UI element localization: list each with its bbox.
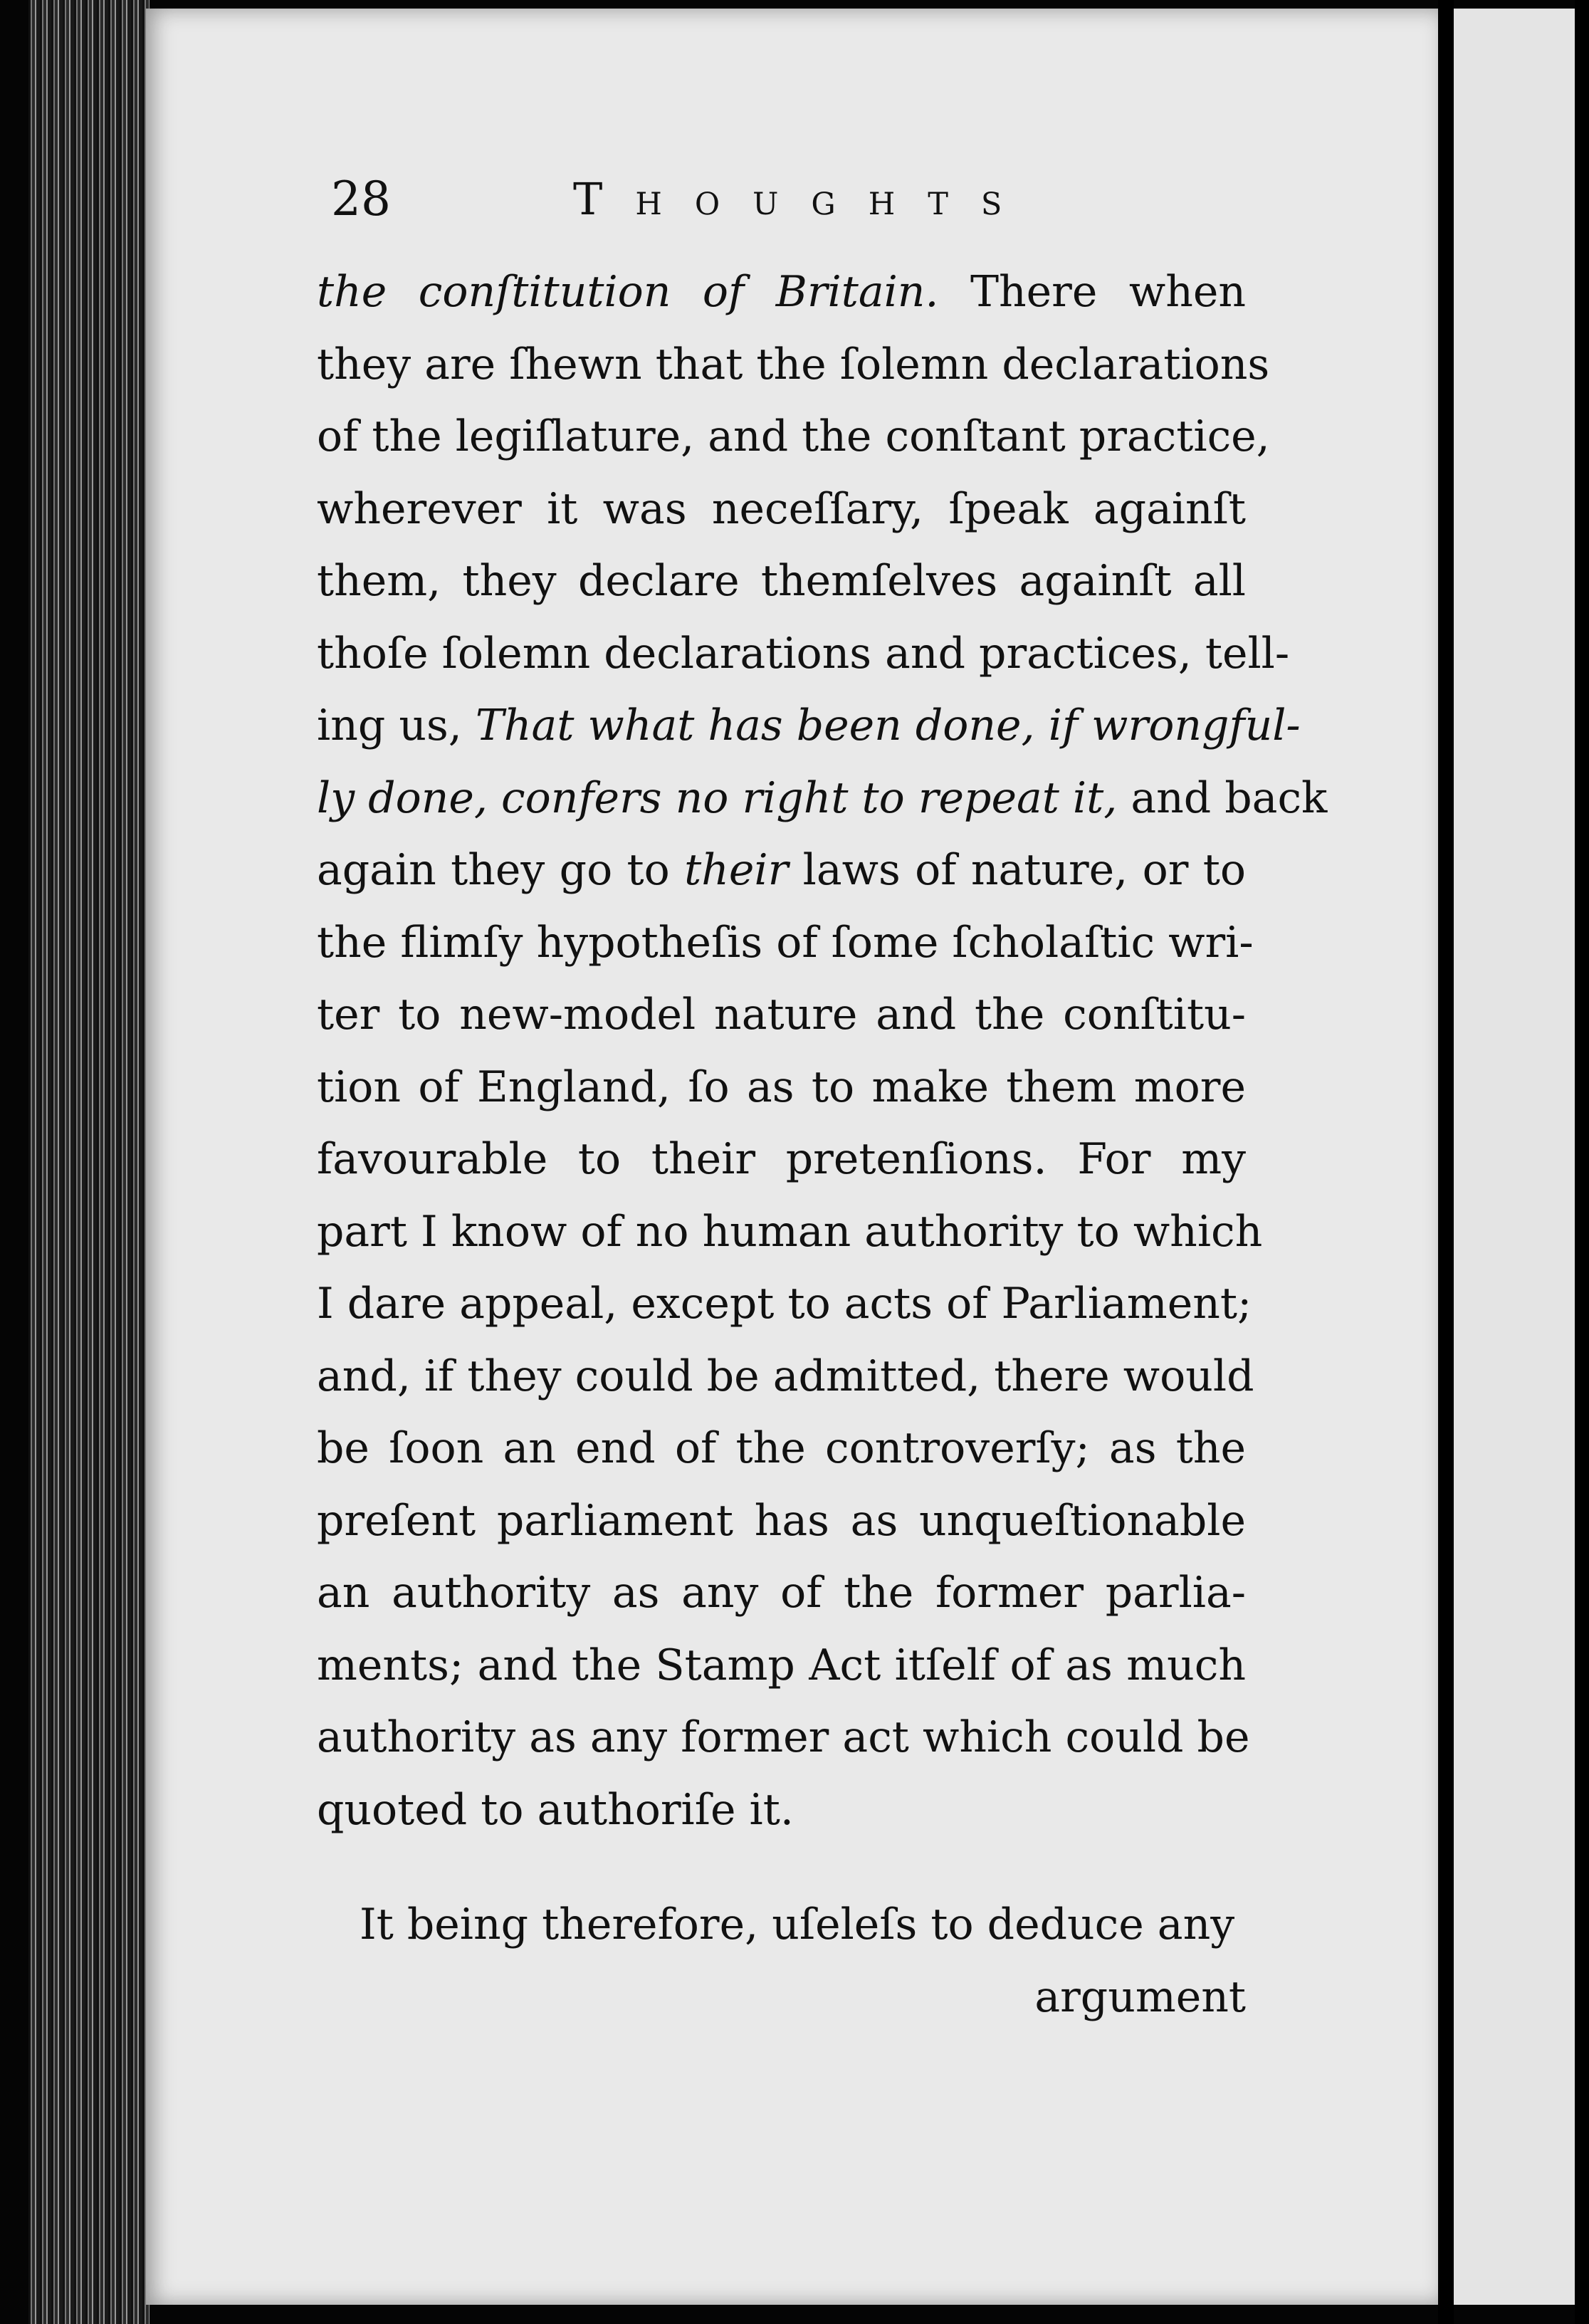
text-run: laws of nature, or to [788, 845, 1246, 895]
text-line [317, 979, 1246, 1052]
text-run: wherever it was neceſſary, ſpeak againſt [317, 483, 1246, 534]
text-line [317, 907, 1254, 980]
text-line [317, 473, 1246, 546]
text-line [317, 1702, 1250, 1774]
text-run: favourable to their pretenſions. For my [317, 1134, 1246, 1184]
text-run: There when [938, 267, 1247, 317]
text-run: authority as any former act which could be [317, 1712, 1250, 1762]
italic-text: ly done, confers no right to repeat it, [317, 773, 1118, 823]
running-head [331, 167, 1257, 231]
text-line [317, 1196, 1263, 1269]
text-line [317, 1774, 1246, 1847]
text-line [317, 1341, 1254, 1413]
text-run: again they go to [317, 845, 685, 895]
text-run: be ſoon an end of the controverſy; as the [317, 1423, 1246, 1473]
text-run: part I know of no human authority to which [317, 1206, 1263, 1257]
text-run: of the legiſlature, and the conſtant practice, [317, 412, 1270, 461]
text-line [317, 1485, 1246, 1558]
text-run: and, if they could be admitted, there would [317, 1351, 1254, 1401]
paragraph-2-line: It being therefore, uſeleſs to deduce any [360, 1900, 1235, 1949]
text-run: ing us, [317, 701, 476, 750]
text-line [317, 1557, 1246, 1630]
text-line [317, 690, 1301, 763]
italic-text: the conſtitution of Britain. [317, 267, 939, 317]
text-run: they are ſhewn that the ſolemn declarations [317, 339, 1270, 389]
page-number: 28 [331, 172, 391, 226]
text-run: I dare appeal, except to acts of Parliament; [317, 1279, 1252, 1329]
body-text [317, 256, 1328, 2034]
catchword: argument [1034, 1972, 1246, 2022]
scan-border [1575, 0, 1589, 2324]
text-run: quoted to authoriſe it. [317, 1784, 794, 1835]
text-line [317, 329, 1270, 402]
text-run: the flimſy hypotheſis of ſome ſcholaſtic wri- [317, 917, 1254, 968]
text-run: them, they declare themſelves againſt all [317, 556, 1246, 606]
gutter-shadow [1438, 0, 1454, 2324]
text-run: thoſe ſolemn declarations and practices, tell- [317, 628, 1290, 679]
text-line [317, 401, 1270, 473]
text-line [317, 763, 1328, 835]
text-run: ter to new-model nature and the conſtitu- [317, 990, 1246, 1040]
text-run: and back [1117, 773, 1328, 823]
running-title: Thoughts [573, 173, 1035, 225]
italic-text: their [684, 845, 789, 895]
text-line [317, 256, 1246, 329]
text-run: tion of England, ſo as to make them more [317, 1062, 1246, 1112]
text-line [317, 545, 1246, 618]
text-line [317, 1630, 1246, 1702]
text-run: preſent parliament has as unqueſtionable [317, 1495, 1246, 1546]
italic-text: That what has been done, if wrongful- [475, 701, 1301, 750]
text-line [317, 1413, 1246, 1485]
text-run: an authority as any of the former parlia- [317, 1568, 1246, 1618]
text-line [317, 1052, 1246, 1124]
facing-page-edge [1454, 9, 1575, 2305]
text-line [317, 834, 1246, 907]
text-line [317, 1268, 1252, 1341]
text-run: ments; and the Stamp Act itſelf of as much [317, 1640, 1246, 1690]
text-line [317, 1124, 1246, 1196]
book-page-edges [28, 0, 150, 2324]
text-line [317, 618, 1290, 691]
paragraph-1 [317, 256, 1328, 1846]
